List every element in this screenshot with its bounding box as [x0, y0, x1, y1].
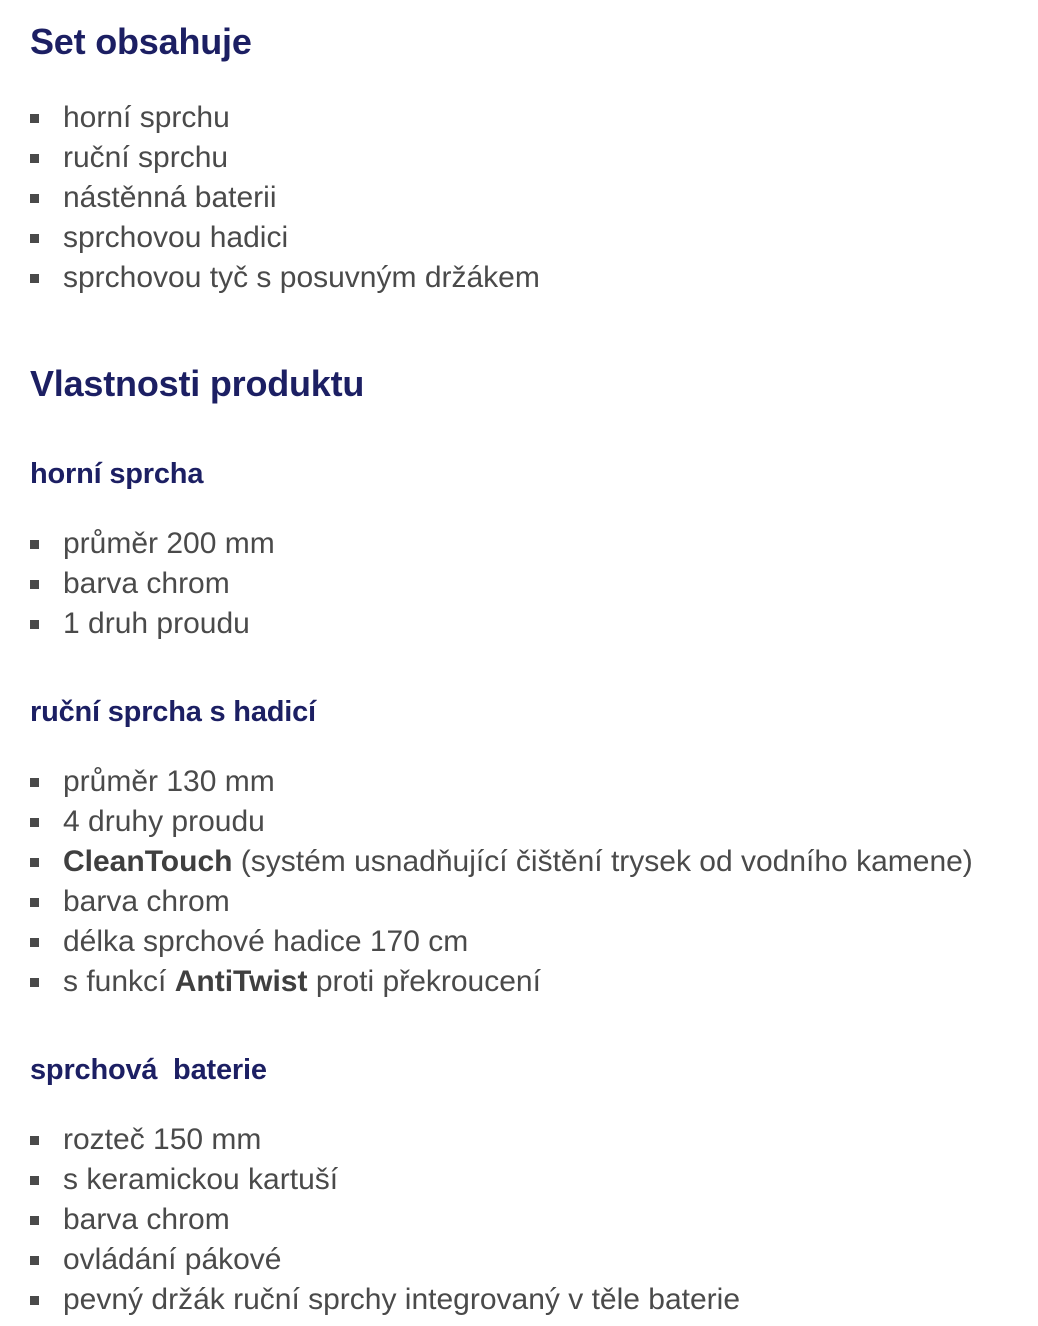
square-bullet-icon: [30, 778, 39, 787]
square-bullet-icon: [30, 1176, 39, 1185]
square-bullet-icon: [30, 898, 39, 907]
list-item: sprchovou tyč s posuvným držákem: [30, 258, 1030, 298]
square-bullet-icon: [30, 938, 39, 947]
cleantouch-label: CleanTouch: [63, 845, 233, 878]
list-item: barva chrom: [30, 882, 1030, 922]
square-bullet-icon: [30, 234, 39, 243]
list-item: barva chrom: [30, 1200, 1030, 1240]
square-bullet-icon: [30, 114, 39, 123]
list-item: CleanTouch (systém usnadňující čištění trysek od vodního kamene): [30, 842, 1030, 882]
square-bullet-icon: [30, 540, 39, 549]
square-bullet-icon: [30, 1256, 39, 1265]
square-bullet-icon: [30, 1296, 39, 1305]
top-shower-list: [30, 524, 1030, 644]
mixer-heading: sprchová baterie: [30, 1054, 267, 1086]
square-bullet-icon: [30, 154, 39, 163]
set-list: [30, 98, 1030, 298]
list-item: průměr 200 mm: [30, 524, 1030, 564]
list-item: sprchovou hadici: [30, 218, 1030, 258]
square-bullet-icon: [30, 194, 39, 203]
set-heading: Set obsahuje: [30, 21, 252, 62]
list-item: délka sprchové hadice 170 cm: [30, 922, 1030, 962]
square-bullet-icon: [30, 274, 39, 283]
product-description: [30, 18, 1030, 1320]
square-bullet-icon: [30, 620, 39, 629]
list-item: horní sprchu: [30, 98, 1030, 138]
square-bullet-icon: [30, 580, 39, 589]
properties-heading: Vlastnosti produktu: [30, 363, 365, 404]
square-bullet-icon: [30, 1136, 39, 1145]
list-item: s funkcí AntiTwist proti překroucení: [30, 962, 1030, 1002]
top-shower-heading: horní sprcha: [30, 458, 204, 490]
mixer-list: [30, 1120, 1030, 1320]
hand-shower-list: [30, 762, 1030, 1002]
list-item: 1 druh proudu: [30, 604, 1030, 644]
list-item: 4 druhy proudu: [30, 802, 1030, 842]
square-bullet-icon: [30, 818, 39, 827]
list-item: barva chrom: [30, 564, 1030, 604]
list-item: pevný držák ruční sprchy integrovaný v těle baterie: [30, 1280, 1030, 1320]
antitwist-label: AntiTwist: [174, 965, 308, 998]
list-item: s keramickou kartuší: [30, 1160, 1030, 1200]
list-item: rozteč 150 mm: [30, 1120, 1030, 1160]
hand-shower-heading: ruční sprcha s hadicí: [30, 696, 316, 728]
list-item: ovládání pákové: [30, 1240, 1030, 1280]
square-bullet-icon: [30, 978, 39, 987]
list-item: ruční sprchu: [30, 138, 1030, 178]
square-bullet-icon: [30, 858, 39, 867]
list-item: nástěnná baterii: [30, 178, 1030, 218]
square-bullet-icon: [30, 1216, 39, 1225]
list-item: průměr 130 mm: [30, 762, 1030, 802]
